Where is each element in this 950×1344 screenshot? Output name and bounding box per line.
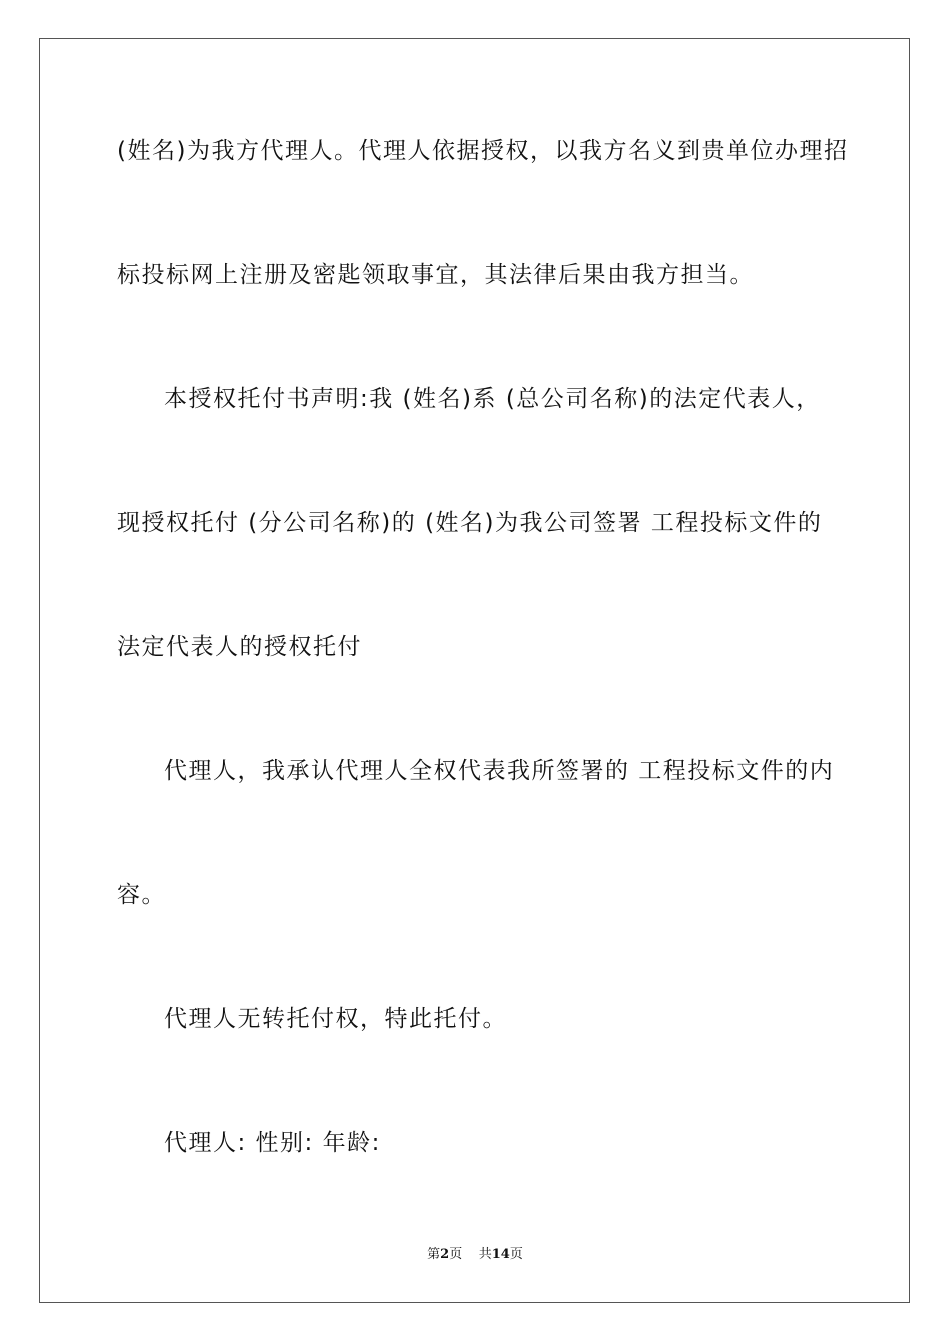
page-prefix: 第 bbox=[427, 1247, 441, 1262]
total-suffix: 页 bbox=[509, 1247, 523, 1262]
document-line-5: 法定代表人的授权托付 bbox=[117, 634, 362, 660]
document-line-4: 现授权托付 (分公司名称)的 (姓名)为我公司签署 工程投标文件的 bbox=[117, 510, 823, 536]
document-line-6: 代理人，我承认代理人全权代表我所签署的 工程投标文件的内 bbox=[164, 758, 835, 784]
total-pages: 14 bbox=[491, 1247, 510, 1262]
document-line-1: (姓名)为我方代理人。代理人依据授权，以我方名义到贵单位办理招 bbox=[117, 138, 849, 164]
document-line-2: 标投标网上注册及密匙领取事宜，其法律后果由我方担当。 bbox=[117, 262, 754, 288]
document-line-3: 本授权托付书声明:我 (姓名)系 (总公司名称)的法定代表人， bbox=[164, 386, 821, 412]
page-frame bbox=[39, 38, 910, 1303]
page-footer bbox=[0, 1246, 950, 1264]
page-number: 2 bbox=[440, 1247, 450, 1262]
document-line-9: 代理人: 性别: 年龄: bbox=[164, 1130, 381, 1156]
document-line-8: 代理人无转托付权，特此托付。 bbox=[164, 1006, 507, 1032]
total-prefix: 共 bbox=[478, 1247, 492, 1262]
document-line-7: 容。 bbox=[117, 882, 166, 908]
page-suffix: 页 bbox=[449, 1247, 463, 1262]
